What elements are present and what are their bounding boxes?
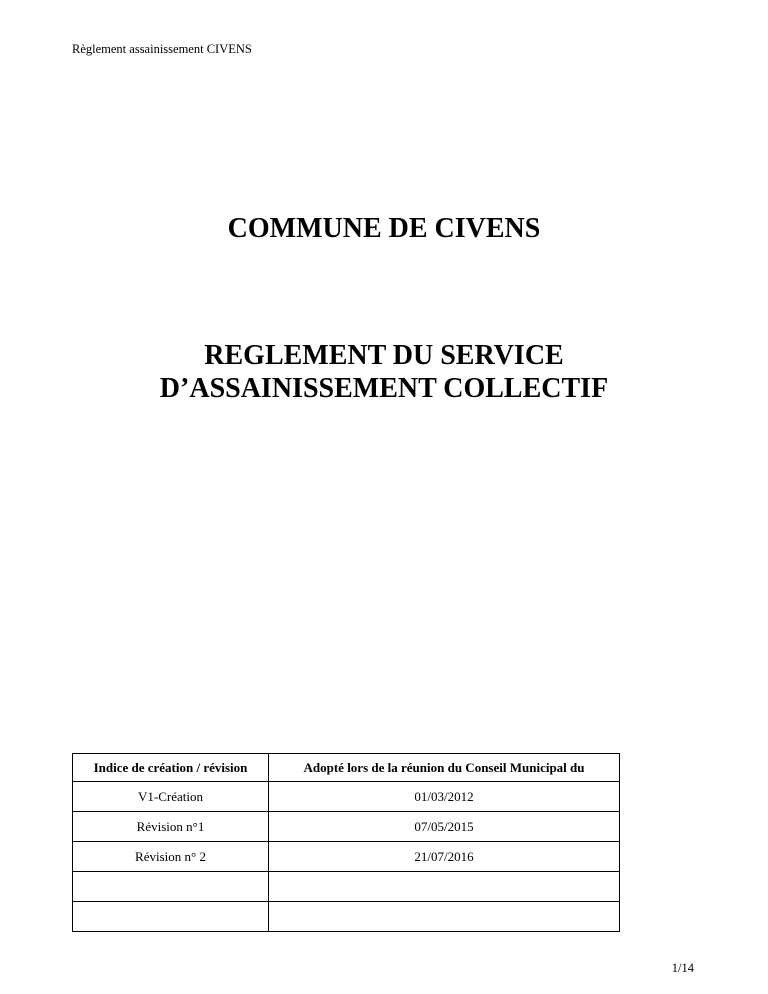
subtitle-line-2: D’ASSAINISSEMENT COLLECTIF [159, 373, 609, 404]
table-row [73, 872, 620, 902]
column-header-revision-index: Indice de création / révision [73, 754, 269, 782]
revision-index-cell: Révision n°1 [73, 812, 269, 842]
table-row [73, 902, 620, 932]
adoption-date-cell: 01/03/2012 [269, 782, 620, 812]
table-row [73, 812, 620, 842]
table-row [73, 782, 620, 812]
column-header-adoption-date: Adopté lors de la réunion du Conseil Municipal du [269, 754, 620, 782]
adoption-date-cell: 21/07/2016 [269, 842, 620, 872]
revision-index-cell: Révision n° 2 [73, 842, 269, 872]
document-title: COMMUNE DE CIVENS [227, 213, 541, 244]
revision-table [72, 753, 620, 932]
document-subtitle [0, 339, 768, 405]
subtitle-line-1: REGLEMENT DU SERVICE [204, 340, 564, 371]
revision-index-cell [73, 872, 269, 902]
adoption-date-cell [269, 872, 620, 902]
table-header-row [73, 754, 620, 782]
revision-index-cell: V1-Création [73, 782, 269, 812]
running-header: Règlement assainissement CIVENS [72, 42, 252, 56]
adoption-date-cell: 07/05/2015 [269, 812, 620, 842]
revision-index-cell [73, 902, 269, 932]
table-row [73, 842, 620, 872]
page-number: 1/14 [671, 961, 694, 975]
adoption-date-cell [269, 902, 620, 932]
